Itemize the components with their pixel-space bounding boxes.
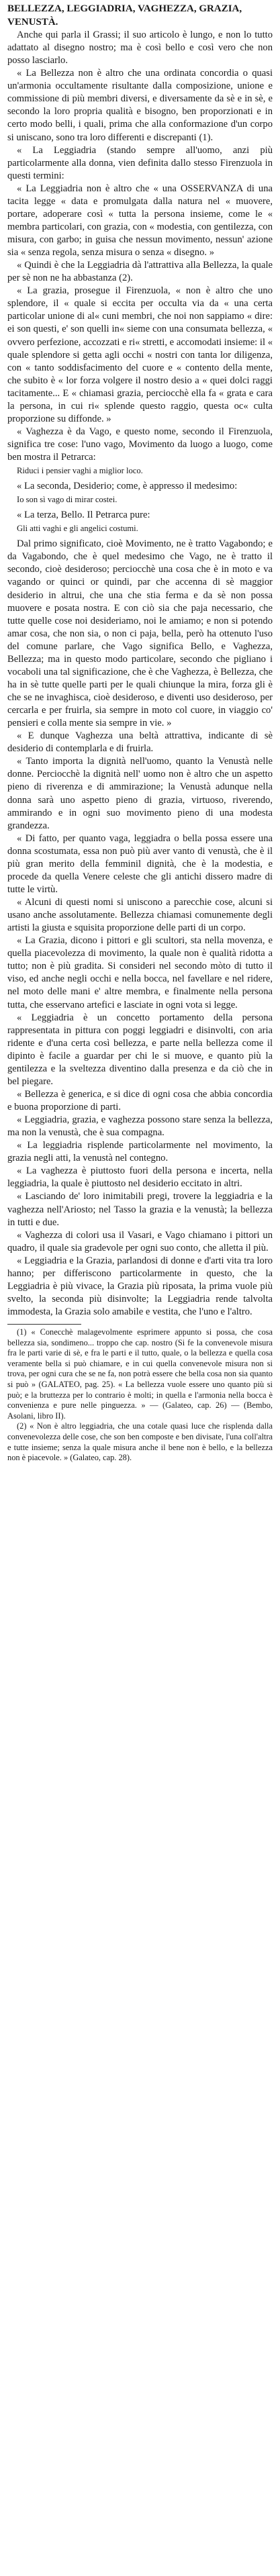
paragraph: « La seconda, Desiderio; come, è appresso il medesimo: bbox=[17, 481, 238, 492]
paragraph: « Bellezza è generica, e si dice di ogni cosa che abbia concordia e buona proporzione di parti. bbox=[7, 1088, 273, 1112]
paragraph: « La Leggiadria (stando sempre all'uomo, anzi più particolarmente alla donna, vien definita dallo stesso Firenzuola in questi termini: bbox=[7, 144, 273, 181]
paragraph: « La vaghezza è piuttosto fuori della persona e incerta, nella leggiadria, la quale è piuttosto nel desiderio eccitato in altri. bbox=[7, 1165, 273, 1190]
paragraph: « Vaghezza è da Vago, e questo nome, secondo il Firenzuola, significa tre cose: l'uno vago, Movimento da luogo a luogo, come ben mostra il Petrarca: bbox=[7, 426, 273, 463]
paragraph: Anche qui parla il Grassi; il suo articolo è lungo, e non lo tutto adattato al disegno nostro; ma è così bello e così vero che non posso lasciarlo. bbox=[7, 30, 273, 66]
paragraph: « La grazia, prosegue il Firenzuola, « non è altro che uno splendore, il « quale si eccita per occulta via da « una certa particolar unione di al« cuni membri, che noi non sappiamo « dire: ei son questi, e' son quelli in« sieme con una consumata bellezza, « ovvero perfezione, accozzati e ri« stretti, e accomodati insieme: il « quale splendore si getta agli occhi « nostri con tanta lor diligenza, con « tanto soddisfacimento del cuore e « contento della mente, che subito è « lor forza volgere il nostro desio a « quei dolci raggi tacitamente... E « chiamasi grazia, perciocchè ella fa « grata e cara la persona, in cui ri« splende questo raggio, questa oc« culta proporzione su diffonde. » bbox=[7, 285, 273, 424]
paragraph: « Di fatto, per quanto vaga, leggiadra o bella possa essere una donna scostumata, essa non può più aver vanto di venustà, che è il più gran merito della femminil dignità, che è la modestia, e procede da quella Venere celeste che gli antichi dissero madre di tutte le virtù. bbox=[7, 832, 273, 895]
paragraph: « La Bellezza non è altro che una ordinata concordia o quasi un'armonia occultamente risultante dalla composizione, unione e commissione di più membri diversi, e diversamente da sè e in sè, e secondo la loro propria qualità e bisogno, ben proporzionati e in certo modo belli, i quali, prima che alla conformazione d'un corpo si uniscano, sono tra loro differenti e discrepanti (1). bbox=[7, 68, 273, 143]
paragraph: « Alcuni di questi nomi si uniscono a parecchie cose, alcuni si usano anche assolutamente. Bellezza chiamasi comunemente degli artisti la giusta e squisita proporzione delle parti di un corpo. bbox=[7, 897, 273, 934]
paragraph: « E dunque Vaghezza una beltà attrattiva, indicante di sè desiderio di contemplarla e di fruirla. bbox=[7, 730, 273, 755]
inline-quote: Riduci i pensier vaghi a miglior loco. bbox=[17, 466, 143, 476]
paragraph: « Leggiadria è un concetto portamento della persona rappresentata in pittura con poggi leggiadri e disinvolti, con aria ridente e d'una certa così bellezza, e parte nella bellezza come il dipinto è facile a guardar per chi le si muove, e quanto più la gentilezza e la sveltezza diventino dalla presenza e da ciò che in bel piegare. bbox=[7, 1012, 273, 1087]
paragraph: « La leggiadria risplende particolarmente nel movimento, la grazia negli atti, la venustà nel contegno. bbox=[7, 1140, 273, 1164]
paragraph: « Leggiadria e la Grazia, parlandosi di donne e d'arti vita tra loro hanno; per differiscono particolarmente in questo, che la Leggiadria è più vivace, la Grazia più riposata, la prima vuole più svelto, la seconda più disinvolte; la Leggiadria rende talvolta immodesta, la Grazia solo amabile e vestita, che l'uno e l'altro. bbox=[7, 1255, 273, 1317]
paragraph: « Lasciando de' loro inimitabili pregi, trovere la leggiadria e la vaghezza nell'Ariosto; nel Tasso la grazia e la venustà; la bellezza in tutti e due. bbox=[7, 1191, 273, 1228]
paragraph: « Vaghezza di colori usa il Vasari, e Vago chiamano i pittori un quadro, il quale sia gradevole per ogni suo conto, che alletta il più. bbox=[7, 1229, 273, 1253]
footnote: (1) « Conecchè malagevolmente esprimere appunto si possa, che cosa bellezza sia, sondimeno... troppo che cap. nostro (Si fe la convenevole misura fra le parti varie di sè, e fra le parti e il tutto, quale, o la bellezza e quella cosa veramente bella si può chiamare, e in cui quella convenevole misura non si trova, per ogni cura che se ne fa, non potrà essere che bella cosa non sia quanto si può » (GALATEO, pag. 25). « La bellezza vuole essere uno quanto più si può; e la bruttezza per lo contrario è molti; in quella e l'armonia nella bocca è convenienza e pure nelle pinguezza. » — (Galateo, cap. 26) — (Bembo, Asolani, libro II). bbox=[7, 1327, 273, 1421]
paragraph: « Quindi è che la Leggiadria dà l'attrattiva alla Bellezza, la quale per sè non ne ha abbastanza (2). bbox=[7, 260, 273, 284]
paragraph: « Tanto importa la dignità nell'uomo, quanto la Venustà nelle donne. Perciocchè la dignità nell' uomo non è altro che un aspetto pieno di riverenza e di ammirazione; la Venustà adunque nella donna sarà uno aspetto pieno di grazia, virtuoso, riverendo, ammirando e in ogni suo movimento pieno di una modesta grandezza. bbox=[7, 756, 273, 831]
paragraph: « La terza, Bello. Il Petrarca pure: bbox=[17, 510, 150, 521]
inline-quote: Gli atti vaghi e gli angelici costumi. bbox=[17, 524, 138, 534]
section-heading: BELLEZZA, LEGGIADRIA, VAGHEZZA, GRAZIA, VENUSTÀ. bbox=[7, 3, 242, 28]
paragraph: « La Grazia, dicono i pittori e gli scultori, sta nella movenza, e quella piacevolezza di movimento, la quale non è qualità ridotta a tutto; non è più gradita. Si consideri nel secondo mòto di tutto il viso, ed anche negli occhi e nella bocca, nel favellare e nel ridere, nel moto delle mani e' altre membra, e finalmente nella persona tutta, che esservano artefici e lasciate in ogni vota si legge. bbox=[7, 935, 273, 1010]
footnote-divider bbox=[7, 1324, 81, 1325]
paragraph: Dal primo significato, cioè Movimento, ne è tratto Vagabondo; e da Vagabondo, che è quel medesimo che Vago, ne è tratto il secondo, cioè desideroso; perciocchè una cosa che è in moto e va vagando or quinci or quindi, par che accenna di sè maggior desiderio in altrui, che una che stia ferma e da sè non possa muovere e posata nostra. E con ciò sia che paja necessario, che tutte quelle cose noi desideriamo, noi le amiamo; e non si potendo amar cosa, che non sia, o non ci paja, bella, però ha ottenuto l'uso del comune parlare, che Vago significa Bello, e Vaghezza, Bellezza; ma in questo modo particolare, secondo che pigliano i vocaboli una tal significazione, che è che Vaghezza, è Bellezza, che ha in sè tutte quelle parti per le quali chiunque la mira, forza gli è che se ne invaghisca, cioè desideroso, e diventi uso desideroso, per cercarla e per fruirla, sia sempre in moto col cuore, in viaggio co' pensieri e colla mente sia sempre in vie. » bbox=[7, 538, 273, 729]
paragraph: « Leggiadria, grazia, e vaghezza possono stare senza la bellezza, ma non la venustà, che è sua compagna. bbox=[7, 1114, 273, 1139]
paragraph: « La Leggiadria non è altro che « una OSSERVANZA di una tacita legge « data e promulgata dalla natura nel « muovere, portare, adoperare così « tutta la persona insieme, come le « membra particolari, con grazia, con « modestia, con gentilezza, con misura, con garbo; in guisa che nessun movimento, nessun' azione sia « senza regola, senza misura o senza « disegno. » bbox=[7, 183, 273, 258]
inline-quote: Io son sì vago di mirar costei. bbox=[17, 495, 118, 505]
footnote: (2) « Non è altro leggiadria, che una cotale quasi luce che risplenda dalla convenevolezza delle cose, che son ben composte e ben divisate, l'una coll'altra e tutte insieme; senza la quale misura anche il bene non è bello, e la bellezza non è piacevole. » (Galateo, cap. 28). bbox=[7, 1421, 273, 1463]
